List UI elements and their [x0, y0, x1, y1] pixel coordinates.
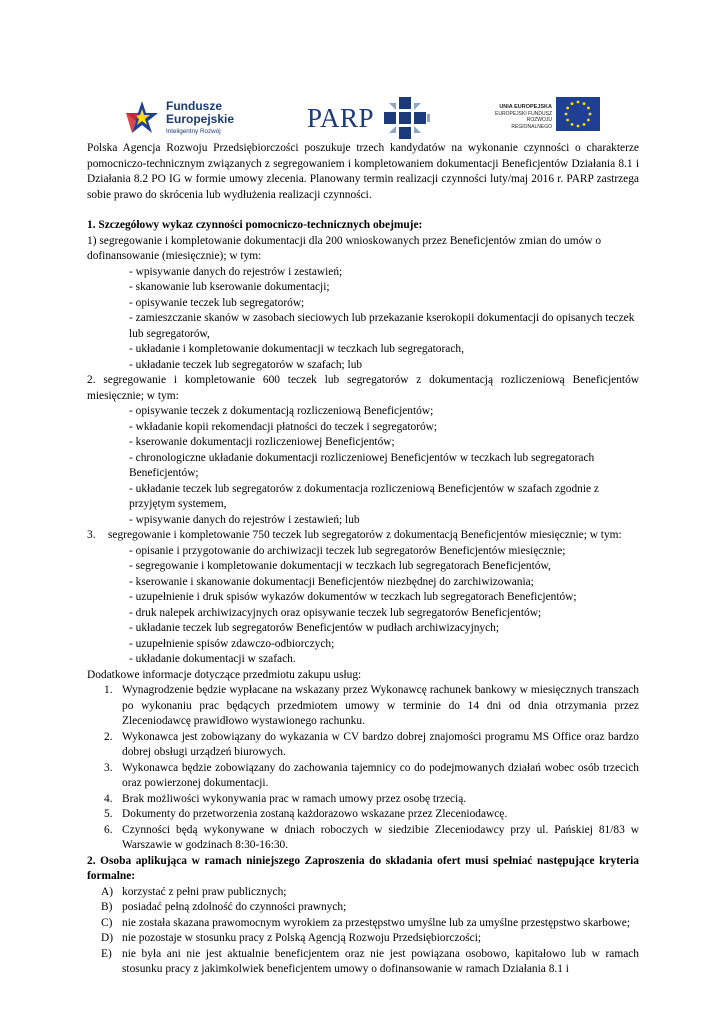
s1-item3-sublist	[87, 544, 639, 668]
list-item: - układanie teczek lub segregatorów w szafach; lub	[129, 358, 363, 371]
logo-bar	[124, 97, 604, 139]
list-item: - kserowanie dokumentacji rozliczeniowej Beneficjentów;	[129, 436, 395, 448]
item-text: Wykonawca jest zobowiązany do wykazania w CV bardzo dobrej znajomości programu MS Office oraz bardzo dobrej obsługi urządzeń biurowych.	[122, 730, 639, 758]
item-text: nie była ani nie jest aktualnie beneficjentem oraz nie jest powiązana osobowo, kapitałowo lub w ramach stosunku pracy z jakimkolwiek beneficjentem umowy o dofinansowanie w ramach Działania 8.1 i	[122, 947, 639, 975]
item-letter: D)	[101, 932, 114, 944]
parp-wordmark: PARP	[307, 103, 375, 133]
item-text: Brak możliwości wykonywania prac w ramach umowy przez osobę trzecią.	[122, 792, 467, 805]
item-number: 4.	[104, 792, 113, 805]
list-item: - wkładanie kopii rekomendacji płatności do teczek i segregatorów;	[129, 420, 438, 433]
list-item: - układanie dokumentacji w szafach.	[129, 653, 296, 665]
item-text: Dokumenty do przetworzenia zostaną każdorazowo wskazane przez Zleceniodawcę.	[122, 808, 508, 820]
list-item	[87, 885, 639, 901]
item-number: 1.	[104, 684, 113, 696]
list-item: - druk nalepek archiwizacyjnych oraz opisywanie teczek lub segregatorów Beneficjentów;	[129, 606, 542, 619]
list-item: - wpisywanie danych do rejestrów i zestawień;	[129, 265, 343, 278]
list-item	[87, 931, 639, 947]
eu-line1: UNIA EUROPEJSKA	[499, 104, 552, 110]
list-item	[87, 792, 639, 808]
list-item: - układanie i kompletowanie dokumentacji w teczkach lub segregatorach,	[129, 343, 464, 355]
additional-list	[87, 683, 639, 854]
list-item: - układanie teczek lub segregatorów Beneficjentów w pudłach archiwizacyjnych;	[129, 622, 500, 634]
s1-item2	[87, 373, 639, 404]
item-text: posiadać pełną zdolność do czynności prawnych;	[122, 901, 347, 913]
intro-paragraph: Polska Agencja Rozwoju Przedsiębiorczości poszukuje trzech kandydatów na wykonanie czynności o charakterze pomocniczo-technicznym związanych z segregowaniem i kompletowaniem dokumentacji Beneficjentów Działania 8.1 i Działania 8.2 PO IG w formie umowy zlecenia. Planowany termin realizacji czynności luty/maj 2016 r. PARP zastrzega sobie prawo do skrócenia lub wydłużenia realizacji czynności.	[87, 142, 639, 201]
fe-line1: Fundusze	[166, 99, 222, 113]
s1-item3	[87, 528, 639, 544]
item-text: nie została skazana prawomocnym wyrokiem za przestępstwo umyślne lub za umyślne przestępstwo skarbowe;	[122, 916, 630, 929]
item-number: 6.	[104, 823, 113, 836]
s1-item1-text: segregowanie i kompletowanie dokumentacji dla 200 wnioskowanych przez Beneficjentów zmian do umów o dofinansowanie (miesięcznie); w tym:	[87, 234, 602, 262]
list-item	[87, 916, 639, 932]
s1-item2-text: segregowanie i kompletowanie 600 teczek lub segregatorów z dokumentacją rozliczeniową Beneficjentów miesięcznie; w tym:	[87, 374, 639, 402]
list-item: - opisywanie teczek z dokumentacją rozliczeniową Beneficjentów;	[129, 405, 434, 417]
list-item	[87, 900, 639, 916]
section2-heading: 2. Osoba aplikująca w ramach niniejszego Zaproszenia do składania ofert musi spełniać następujące kryteria formalne:	[87, 854, 639, 882]
eu-text	[494, 104, 552, 130]
s1-item3-list	[87, 528, 639, 544]
s1-item2-num: 2.	[87, 374, 96, 386]
s1-item3-num: 3.	[87, 529, 96, 541]
parp-mark-icon	[383, 97, 431, 139]
item-text: Czynności będą wykonywane w dniach roboczych w siedzibie Zleceniodawcy przy ul. Pańskiej 81/83 w Warszawie w godzinach 8:30-16:30.	[122, 823, 639, 851]
list-item: - układanie teczek lub segregatorów z dokumentacja rozliczeniową Beneficjentów w szafach zgodnie z przyjętym systemem,	[129, 482, 599, 510]
list-item	[87, 683, 639, 730]
s1-item1-num: 1)	[87, 234, 97, 247]
s1-item1	[87, 234, 639, 265]
list-item: - kserowanie i skanowanie dokumentacji Beneficjentów niezbędnej do zarchiwizowania;	[129, 575, 534, 588]
list-item	[87, 807, 639, 823]
additional-heading: Dodatkowe informacje dotyczące przedmiotu zakupu usług:	[87, 668, 362, 681]
list-item: - chronologiczne układanie dokumentacji rozliczeniowej Beneficjentów w teczkach lub segregatorach Beneficjentów;	[129, 451, 595, 479]
eu-line2: EUROPEJSKI FUNDUSZ	[495, 110, 552, 117]
item-letter: B)	[101, 901, 113, 913]
section1-heading: 1. Szczegółowy wykaz czynności pomocniczo-technicznych obejmuje:	[87, 219, 423, 231]
list-item	[87, 761, 639, 792]
parp-logo	[307, 97, 437, 139]
fe-line3: Inteligentny Rozwój	[166, 128, 221, 135]
item-letter: E)	[101, 947, 112, 960]
fundusze-europejskie-logo	[124, 97, 244, 139]
fe-line2: Europejskie	[166, 112, 235, 126]
criteria-list	[87, 885, 639, 978]
item-number: 2.	[104, 730, 113, 743]
s1-item1-sublist	[87, 265, 639, 374]
item-text: Wykonawca będzie zobowiązany do zachowania tajemnicy co do podejmowanych działań wobec osób trzecich oraz powierzonej dokumentacji.	[122, 761, 639, 789]
list-item	[87, 823, 639, 854]
document-body	[87, 141, 639, 978]
eu-logo	[494, 97, 604, 139]
fe-star-icon	[124, 99, 160, 135]
item-number: 5.	[104, 808, 113, 820]
s1-item3-text: segregowanie i kompletowanie 750 teczek lub segregatorów z dokumentacją Beneficjentów miesięcznie; w tym:	[108, 529, 622, 541]
list-item: - uzupełnienie spisów zdawczo-odbiorczych;	[129, 637, 335, 650]
item-letter: C)	[101, 916, 113, 929]
eu-line3: ROZWOJU REGIONALNEGO	[511, 117, 552, 130]
item-letter: A)	[101, 885, 114, 898]
item-text: korzystać z pełni praw publicznych;	[122, 885, 287, 898]
item-number: 3.	[104, 761, 113, 774]
item-text: Wynagrodzenie będzie wypłacane na wskazany przez Wykonawcę rachunek bankowy w miesięcznych transzach po wykonaniu prac będących przedmiotem umowy w terminie do 14 dni od dnia otrzymania przez Zleceniodawcę prawidłowo wystawionego rachunku.	[122, 684, 639, 727]
list-item: - opisywanie teczek lub segregatorów;	[129, 296, 305, 309]
list-item: - opisanie i przygotowanie do archiwizacji teczek lub segregatorów Beneficjentów miesięcznie;	[129, 544, 566, 557]
list-item: - zamieszczanie skanów w zasobach sieciowych lub przekazanie kserokopii dokumentacji do opisanych teczek lub segregatorów,	[129, 312, 635, 340]
list-item: - skanowanie lub kserowanie dokumentacji;	[129, 281, 330, 293]
list-item	[87, 947, 639, 978]
s1-item2-sublist	[87, 404, 639, 528]
item-text: nie pozostaje w stosunku pracy z Polską Agencją Rozwoju Przedsiębiorczości;	[122, 932, 482, 944]
list-item	[87, 730, 639, 761]
list-item: - uzupełnienie i druk spisów wykazów dokumentów w teczkach lub segregatorach Beneficjentów;	[129, 591, 577, 603]
eu-flag-icon	[556, 97, 600, 131]
list-item: - segregowanie i kompletowanie dokumentacji w teczkach lub segregatorach Beneficjentów,	[129, 560, 551, 572]
list-item: - wpisywanie danych do rejestrów i zestawień; lub	[129, 513, 360, 526]
